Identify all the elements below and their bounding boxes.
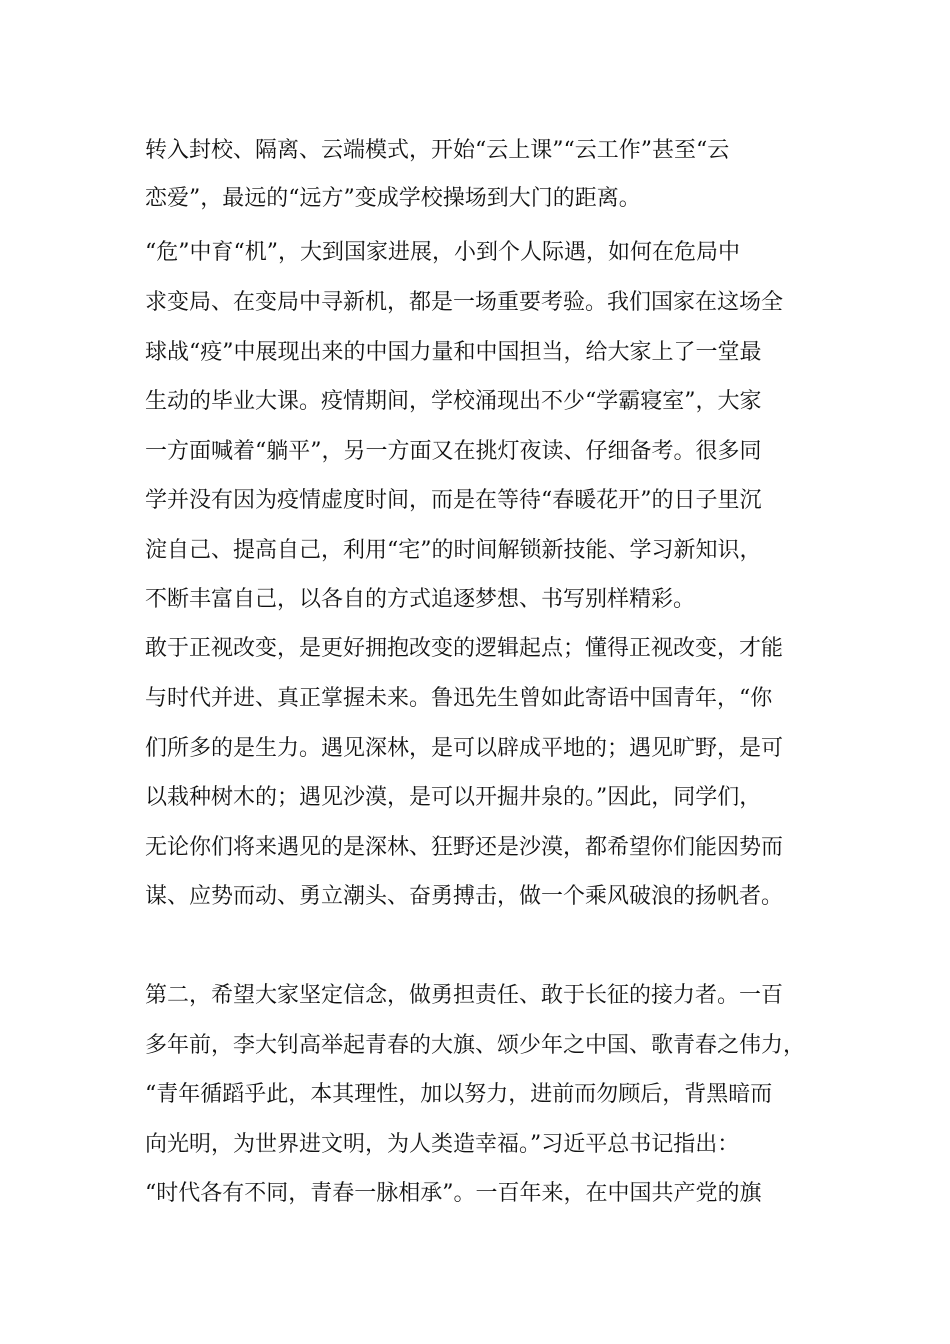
text-line-13: 们所多的是生力。遇见深林，是可以辟成平地的；遇见旷野，是可 [145,736,784,761]
text-line-17: 第二，希望大家坚定信念，做勇担责任、敢于长征的接力者。一百 [145,983,784,1008]
text-line-2: 恋爱”，最远的“远方”变成学校操场到大门的距离。 [145,186,641,211]
text-line-15: 无论你们将来遇见的是深林、狂野还是沙漠，都希望你们能因势而 [145,835,784,860]
text-line-19: “青年循蹈乎此，本其理性，加以努力，进前而勿顾后，背黑暗而 [145,1082,773,1107]
text-line-3: “危”中育“机”，大到国家进展，小到个人际遇，如何在危局中 [145,240,740,265]
text-line-5: 球战“疫”中展现出来的中国力量和中国担当，给大家上了一堂最 [145,340,762,365]
text-line-21: “时代各有不同，青春一脉相承”。一百年来，在中国共产党的旗 [145,1181,762,1206]
text-line-20: 向光明，为世界进文明，为人类造幸福。”习近平总书记指出： [145,1132,740,1157]
text-line-11: 敢于正视改变，是更好拥抱改变的逻辑起点；懂得正视改变，才能 [145,636,784,661]
text-line-6: 生动的毕业大课。疫情期间，学校涌现出不少“学霸寝室”，大家 [145,389,762,414]
text-line-16: 谋、应势而动、勇立潮头、奋勇搏击，做一个乘风破浪的扬帆者。 [145,884,784,909]
text-line-7: 一方面喊着“躺平”，另一方面又在挑灯夜读、仔细备考。很多同 [145,439,762,464]
text-line-18: 多年前，李大钊高举起青春的大旗、颂少年之中国、歌青春之伟力， [145,1033,806,1058]
text-line-10: 不断丰富自己，以各自的方式追逐梦想、书写别样精彩。 [145,587,696,612]
text-line-4: 求变局、在变局中寻新机，都是一场重要考验。我们国家在这场全 [145,290,784,315]
text-line-12: 与时代并进、真正掌握未来。鲁迅先生曾如此寄语中国青年，“你 [145,686,773,711]
text-line-14: 以栽种树木的；遇见沙漠，是可以开掘井泉的。”因此，同学们， [145,785,762,810]
text-line-8: 学并没有因为疫情虚度时间，而是在等待“春暖花开”的日子里沉 [145,488,762,513]
text-line-9: 淀自己、提高自己，利用“宅”的时间解锁新技能、学习新知识， [145,538,762,563]
text-line-1: 转入封校、隔离、云端模式，开始“云上课”“云工作”甚至“云 [145,138,730,163]
